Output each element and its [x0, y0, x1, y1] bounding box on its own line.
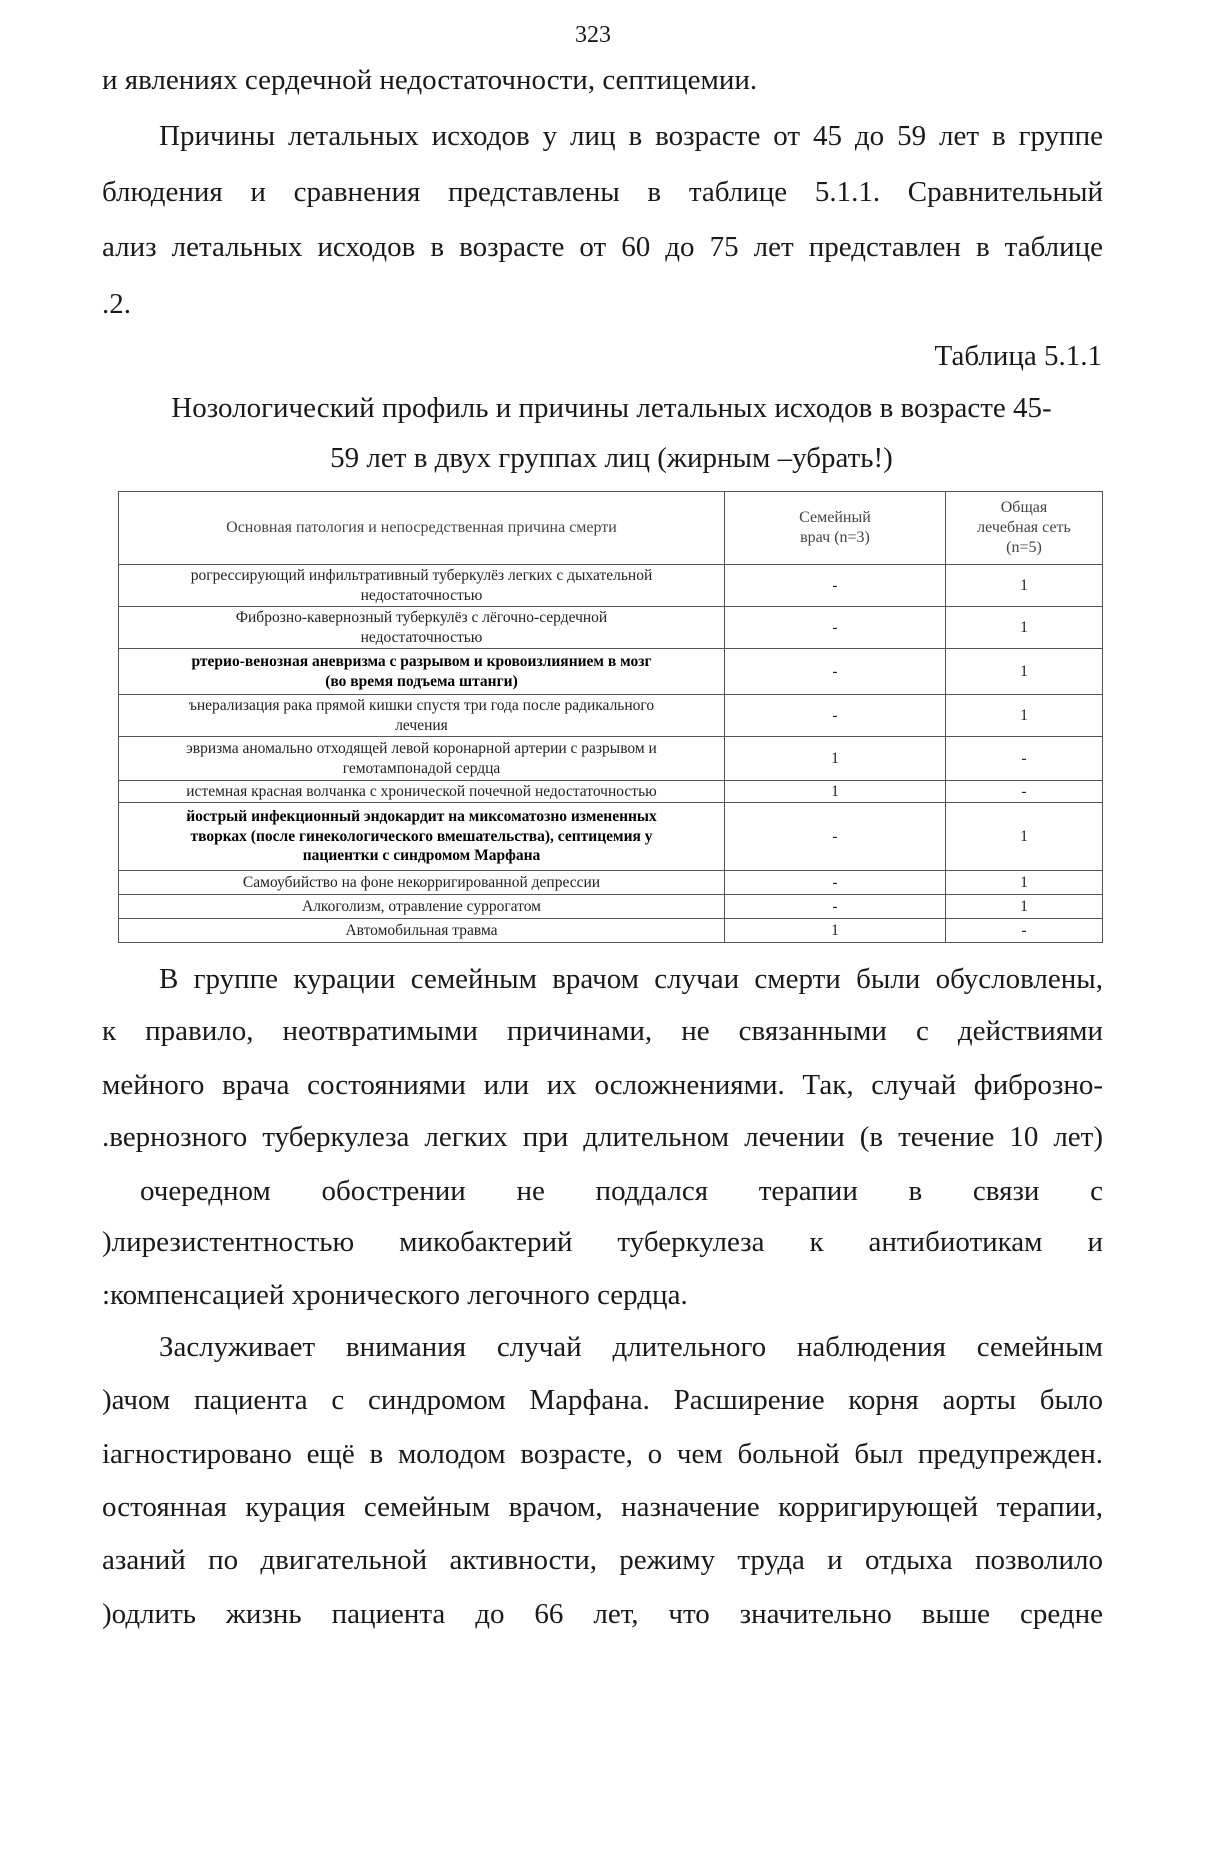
table-title-line-2: 59 лет в двух группах лиц (жирным –убрать!)	[330, 442, 893, 474]
cell-cause	[119, 871, 725, 895]
cause-line: ртерио-венозная аневризма с разрывом и кровоизлиянием в мозг	[191, 653, 652, 671]
cause-line: творках (после гинекологического вмешательства), септицемия у	[190, 827, 653, 845]
table-row	[119, 649, 1103, 695]
cell-family-doctor: 1	[725, 781, 946, 803]
cell-family-doctor: -	[725, 803, 946, 871]
cause-line: (во время подъема штанги)	[325, 672, 518, 690]
cell-family-doctor: -	[725, 695, 946, 737]
cell-general-network: 1	[946, 649, 1103, 695]
header-general-network-line: Общая	[1000, 499, 1048, 516]
para2-line-2: к правило, неотвратимыми причинами, не связанными с действиями	[102, 1015, 1103, 1047]
cell-cause	[119, 737, 725, 781]
cell-family-doctor: -	[725, 565, 946, 607]
cause-line: Алкоголизм, отравление суррогатом	[302, 897, 541, 915]
table-row	[119, 871, 1103, 895]
page-number: 323	[575, 22, 611, 48]
cell-general-network: 1	[946, 895, 1103, 919]
para3-line-1: Заслуживает внимания случай длительного наблюдения семейным	[159, 1331, 1103, 1363]
cell-family-doctor: -	[725, 649, 946, 695]
cell-general-network: 1	[946, 871, 1103, 895]
cause-line: Автомобильная травма	[345, 921, 498, 939]
cell-cause	[119, 649, 725, 695]
cell-general-network: 1	[946, 695, 1103, 737]
cell-family-doctor: -	[725, 895, 946, 919]
para1-line-4: .2.	[102, 288, 131, 320]
table-row	[119, 737, 1103, 781]
para2-line-6: )лирезистентностью микобактерий туберкулеза к антибиотикам и	[102, 1226, 1103, 1258]
cause-line: недостаточностью	[360, 586, 483, 604]
mortality-table	[118, 491, 1103, 943]
cell-general-network: -	[946, 781, 1103, 803]
cause-line: Самоубийство на фоне некорригированной депрессии	[242, 873, 601, 891]
para2-line-1: В группе курации семейным врачом случаи смерти были обусловлены,	[159, 963, 1103, 995]
para1-line-2: блюдения и сравнения представлены в таблице 5.1.1. Сравнительный	[102, 176, 1103, 208]
cause-line: йострый инфекционный эндокардит на миксоматозно измененных	[186, 808, 657, 826]
cell-family-doctor: -	[725, 607, 946, 649]
table-row	[119, 803, 1103, 871]
table-title-line-1: Нозологический профиль и причины летальных исходов в возрасте 45-	[171, 392, 1052, 424]
cause-line: недостаточностью	[360, 628, 483, 646]
para1-line-1: Причины летальных исходов у лиц в возрасте от 45 до 59 лет в группе	[159, 120, 1103, 152]
cell-family-doctor: 1	[725, 919, 946, 943]
cell-cause	[119, 695, 725, 737]
para3-line-3: іагностировано ещё в молодом возрасте, о чем больной был предупрежден.	[102, 1438, 1103, 1470]
header-family-doctor	[725, 492, 946, 565]
cell-cause	[119, 895, 725, 919]
cause-line: Фиброзно-кавернозный туберкулёз с лёгочно-сердечной	[235, 609, 608, 627]
table-row	[119, 895, 1103, 919]
para3-line-4: остоянная курация семейным врачом, назначение корригирующей терапии,	[102, 1491, 1103, 1523]
cell-general-network: -	[946, 919, 1103, 943]
table-header-row	[119, 492, 1103, 565]
cause-line: истемная красная волчанка с хронической почечной недостаточностью	[186, 782, 657, 800]
cell-general-network: 1	[946, 803, 1103, 871]
cell-cause	[119, 565, 725, 607]
cell-cause	[119, 803, 725, 871]
table-row	[119, 607, 1103, 649]
cause-line: пациентки с синдромом Марфана	[302, 847, 541, 865]
para2-line-4: .вернозного туберкулеза легких при длительном лечении (в течение 10 лет)	[102, 1121, 1103, 1153]
para3-line-5: азаний по двигательной активности, режиму труда и отдыха позволило	[102, 1544, 1103, 1576]
header-general-network-line: лечебная сеть	[977, 519, 1071, 536]
table-row	[119, 695, 1103, 737]
para2-line-5: очередном обострении не поддался терапии в связи с	[140, 1175, 1103, 1207]
para2-line-7: :компенсацией хронического легочного сердца.	[102, 1279, 688, 1311]
table-row	[119, 919, 1103, 943]
intro-line: и явлениях сердечной недостаточности, септицемии.	[102, 64, 758, 96]
cell-cause	[119, 919, 725, 943]
cell-family-doctor: 1	[725, 737, 946, 781]
header-family-doctor-line: врач (n=3)	[800, 529, 870, 546]
header-general-network	[946, 492, 1103, 565]
cause-line: гемотампонадой сердца	[342, 759, 501, 777]
cause-line: лечения	[395, 716, 448, 734]
cause-line: рогрессирующий инфильтративный туберкулёз легких с дыхательной	[190, 567, 653, 585]
cell-general-network: 1	[946, 607, 1103, 649]
cell-cause	[119, 781, 725, 803]
cell-general-network: 1	[946, 565, 1103, 607]
header-cause: Основная патология и непосредственная причина смерти	[119, 492, 725, 565]
para1-line-3: ализ летальных исходов в возрасте от 60 до 75 лет представлен в таблице	[102, 231, 1103, 263]
cell-family-doctor: -	[725, 871, 946, 895]
para2-line-3: мейного врача состояниями или их осложнениями. Так, случай фиброзно-	[102, 1069, 1103, 1101]
header-general-network-line: (n=5)	[1006, 539, 1042, 556]
table-row	[119, 565, 1103, 607]
cause-line: эвризма аномально отходящей левой коронарной артерии с разрывом и	[186, 740, 657, 758]
cell-general-network: -	[946, 737, 1103, 781]
cause-line: ънерализация рака прямой кишки спустя три года после радикального	[188, 697, 655, 715]
table-label: Таблица 5.1.1	[934, 340, 1102, 372]
header-family-doctor-line: Семейный	[799, 509, 871, 526]
para3-line-6: )одлить жизнь пациента до 66 лет, что значительно выше средне	[102, 1598, 1103, 1630]
para3-line-2: )ачом пациента с синдромом Марфана. Расширение корня аорты было	[102, 1384, 1103, 1416]
table-row	[119, 781, 1103, 803]
cell-cause	[119, 607, 725, 649]
